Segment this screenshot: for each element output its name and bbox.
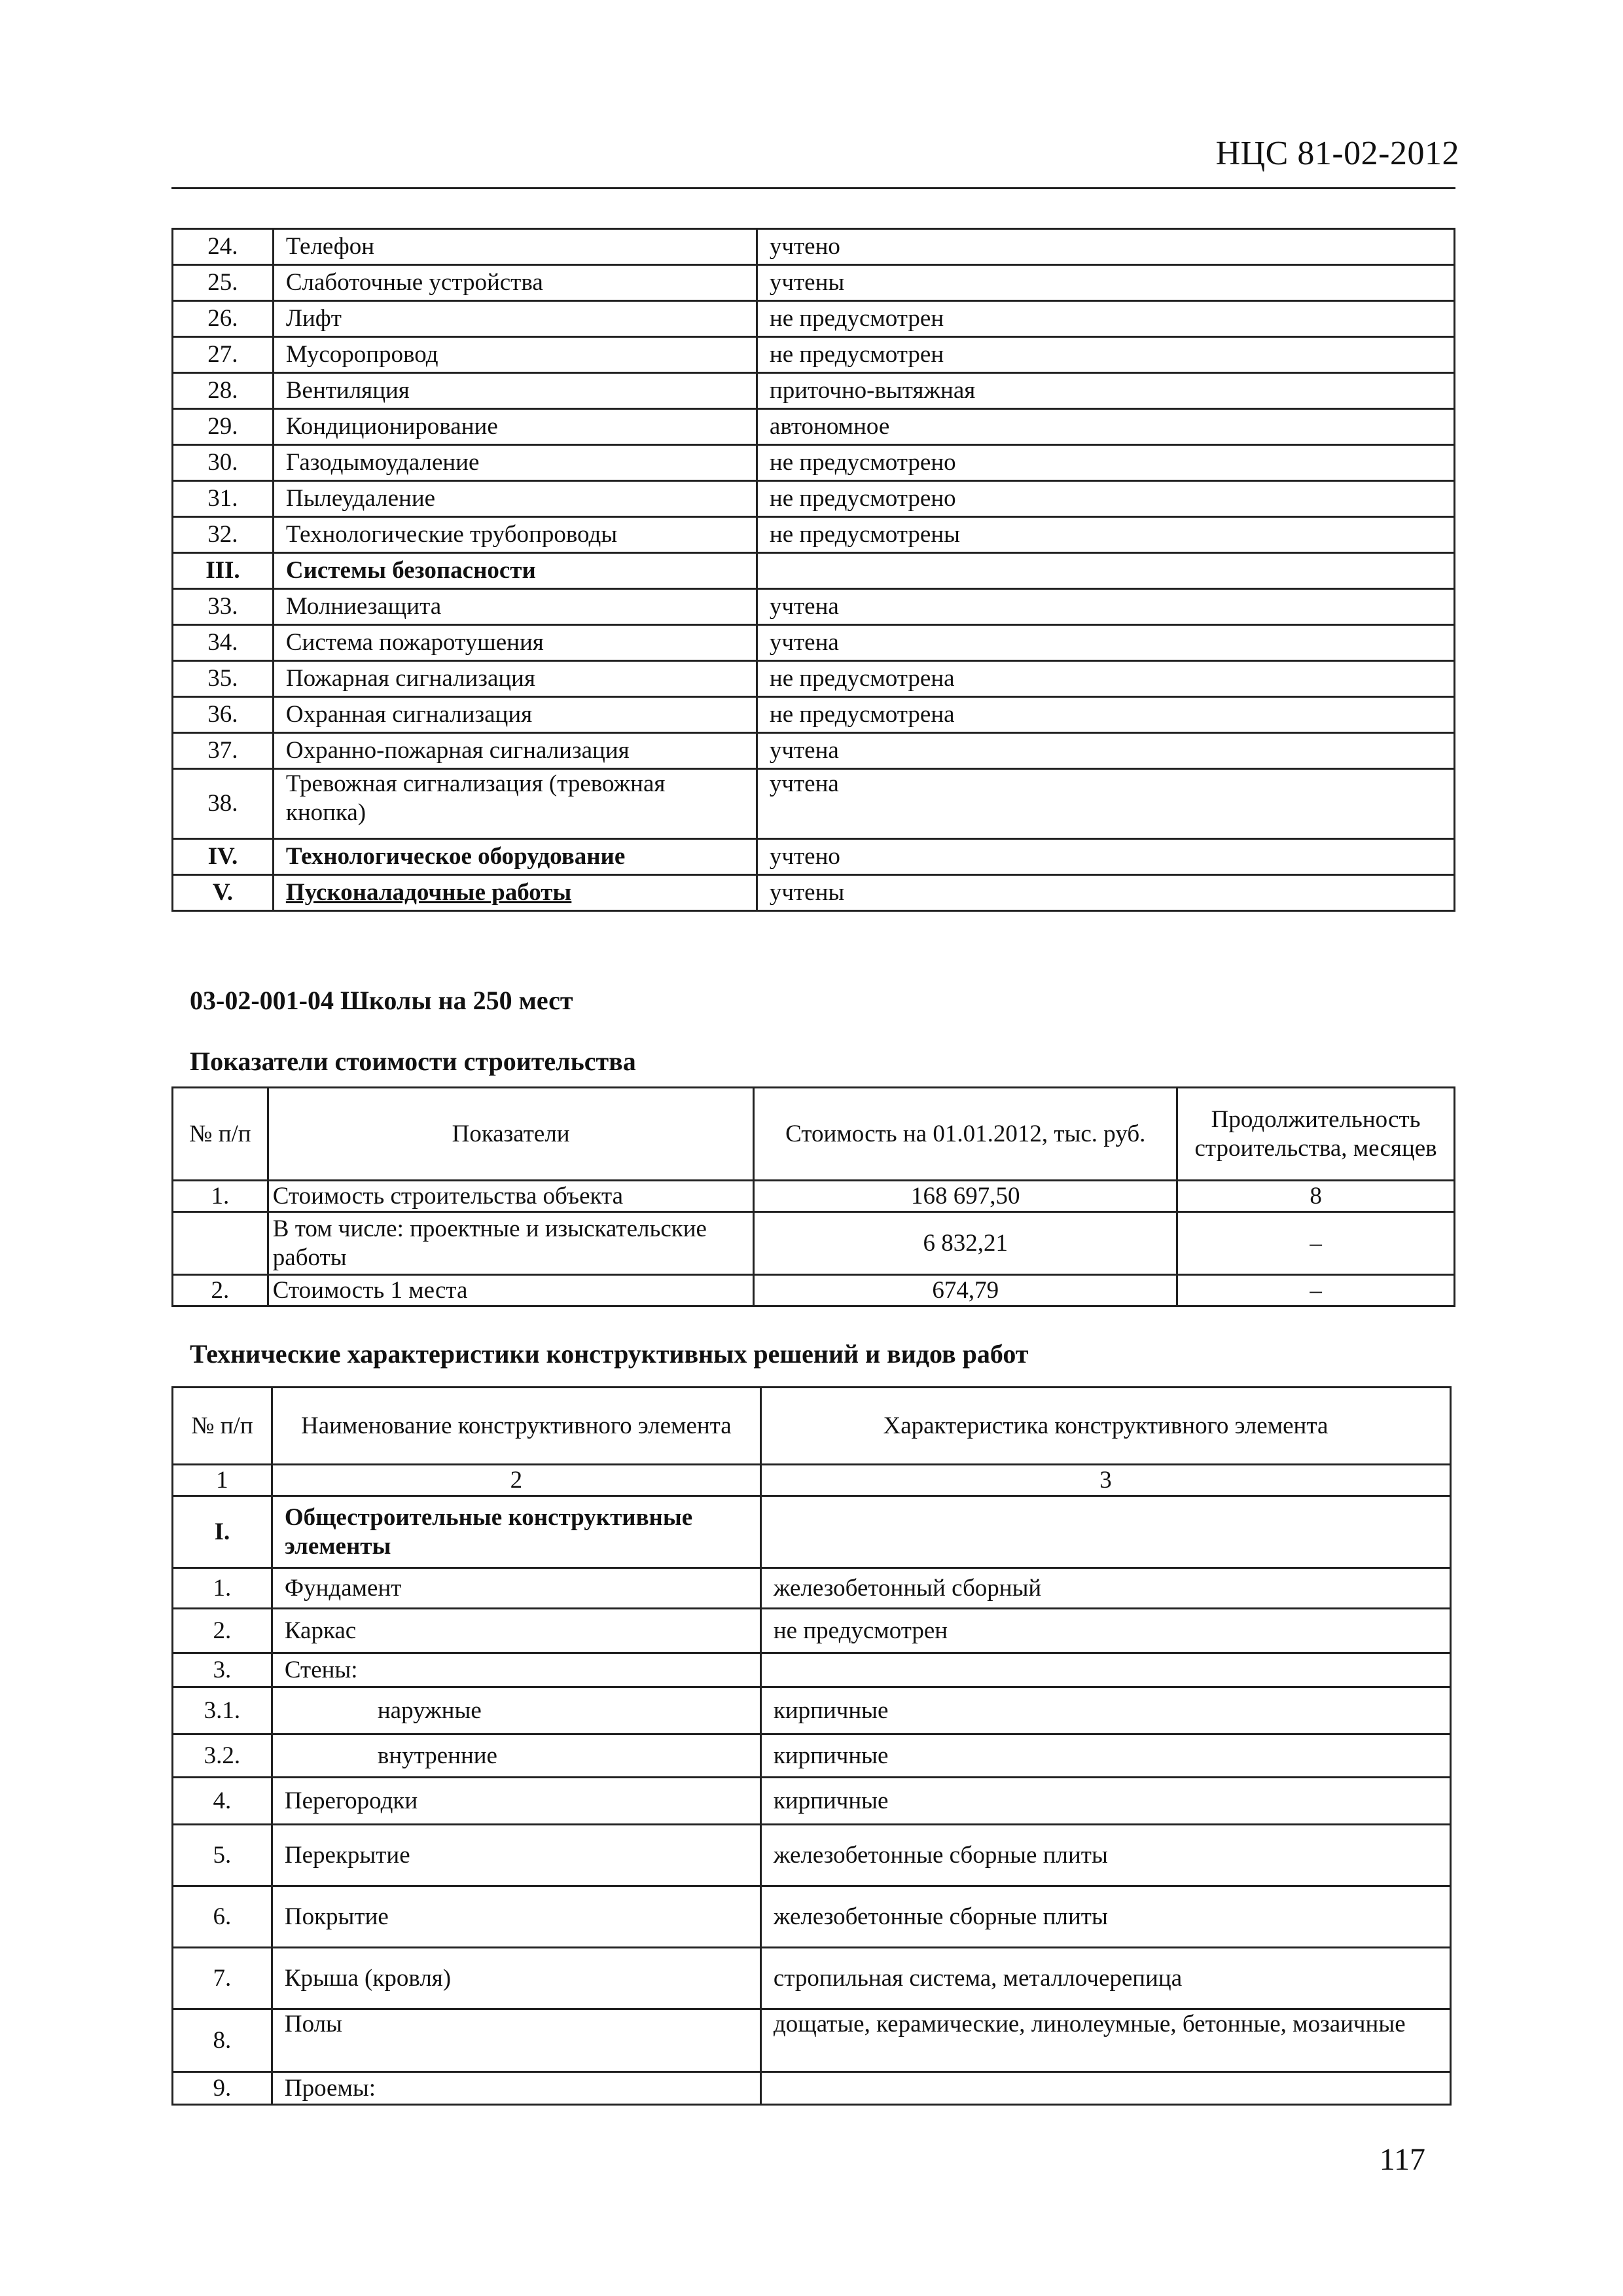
table-header-row — [173, 1388, 1451, 1465]
row-name: Мусоропровод — [273, 337, 757, 373]
row-number: 28. — [173, 373, 274, 409]
row-name: Стоимость строительства объекта — [268, 1181, 754, 1212]
row-value: не предусмотрена — [757, 697, 1454, 733]
row-name: Технологические трубопроводы — [273, 517, 757, 553]
table-row — [173, 301, 1455, 337]
row-cost: 6 832,21 — [754, 1212, 1177, 1275]
row-name: Перегородки — [272, 1778, 760, 1825]
tech-characteristics-table — [171, 1386, 1452, 2106]
row-number: 37. — [173, 733, 274, 769]
row-value — [760, 1653, 1450, 1687]
col-header-characteristic: Характеристика конструктивного элемента — [760, 1388, 1450, 1465]
row-name: В том числе: проектные и изыскательские работы — [268, 1212, 754, 1275]
row-value: не предусмотрена — [757, 661, 1454, 697]
row-value: учтены — [757, 875, 1454, 911]
row-name: Пожарная сигнализация — [273, 661, 757, 697]
table-row — [173, 481, 1455, 517]
row-number: 24. — [173, 229, 274, 265]
row-name: Вентиляция — [273, 373, 757, 409]
row-name: Фундамент — [272, 1568, 760, 1609]
table-row — [173, 1181, 1455, 1212]
row-number: 30. — [173, 445, 274, 481]
section-number: I. — [173, 1496, 272, 1568]
row-value: железобетонный сборный — [760, 1568, 1450, 1609]
row-number: 34. — [173, 625, 274, 661]
table-row — [173, 409, 1455, 445]
row-value: дощатые, керамические, линолеумные, бетонные, мозаичные — [760, 2009, 1450, 2072]
table-row — [173, 265, 1455, 301]
row-value: не предусмотрен — [757, 337, 1454, 373]
row-number: 7. — [173, 1948, 272, 2009]
cost-indicators-table — [171, 1086, 1455, 1307]
table-row — [173, 445, 1455, 481]
col-header-element-name: Наименование конструктивного элемента — [272, 1388, 760, 1465]
row-number: 3.1. — [173, 1687, 272, 1734]
table-row — [173, 589, 1455, 625]
row-name: Тревожная сигнализация (тревожная кнопка) — [273, 769, 757, 839]
table-row — [173, 1825, 1451, 1886]
table-row — [173, 1653, 1451, 1687]
table-row — [173, 517, 1455, 553]
row-cost: 674,79 — [754, 1275, 1177, 1306]
table-row — [173, 2072, 1451, 2105]
section-row — [173, 839, 1455, 875]
row-value: кирпичные — [760, 1687, 1450, 1734]
row-name: наружные — [272, 1687, 760, 1734]
table-row — [173, 1778, 1451, 1825]
row-value: учтена — [757, 733, 1454, 769]
row-duration: 8 — [1177, 1181, 1455, 1212]
row-value: учтена — [757, 625, 1454, 661]
row-value: учтена — [757, 769, 1454, 839]
table-row — [173, 697, 1455, 733]
section-name: Технологическое оборудование — [273, 839, 757, 875]
section-row — [173, 553, 1455, 589]
col-header-indicator: Показатели — [268, 1088, 754, 1181]
row-number: 35. — [173, 661, 274, 697]
row-name: Лифт — [273, 301, 757, 337]
table-row — [173, 1734, 1451, 1778]
section-row — [173, 1496, 1451, 1568]
table-row — [173, 1568, 1451, 1609]
row-number — [173, 1212, 268, 1275]
section-name: Системы безопасности — [273, 553, 757, 589]
row-number: 4. — [173, 1778, 272, 1825]
col-header-number: № п/п — [173, 1388, 272, 1465]
row-duration: – — [1177, 1275, 1455, 1306]
row-value: учтено — [757, 229, 1454, 265]
row-number: 29. — [173, 409, 274, 445]
row-number: 2. — [173, 1609, 272, 1653]
document-code: НЦС 81-02-2012 — [1215, 135, 1459, 172]
row-number: 26. — [173, 301, 274, 337]
table-row — [173, 1275, 1455, 1306]
row-value — [760, 2072, 1450, 2105]
table-row — [173, 625, 1455, 661]
section-number: III. — [173, 553, 274, 589]
row-value: не предусмотрен — [757, 301, 1454, 337]
row-number: 1. — [173, 1568, 272, 1609]
section-code-title: 03-02-001-04 Школы на 250 мест — [190, 986, 573, 1015]
section-number: IV. — [173, 839, 274, 875]
row-number: 5. — [173, 1825, 272, 1886]
section-name: Пусконаладочные работы — [273, 875, 757, 911]
row-name: Кондиционирование — [273, 409, 757, 445]
table-row — [173, 733, 1455, 769]
col-number: 3 — [760, 1465, 1450, 1496]
row-value: автономное — [757, 409, 1454, 445]
row-name: Охранная сигнализация — [273, 697, 757, 733]
row-number: 27. — [173, 337, 274, 373]
table-row — [173, 1886, 1451, 1948]
row-value: не предусмотрен — [760, 1609, 1450, 1653]
row-name: Покрытие — [272, 1886, 760, 1948]
header-rule — [171, 187, 1455, 189]
row-value: не предусмотрено — [757, 445, 1454, 481]
section-number: V. — [173, 875, 274, 911]
row-value: не предусмотрено — [757, 481, 1454, 517]
col-header-cost: Стоимость на 01.01.2012, тыс. руб. — [754, 1088, 1177, 1181]
col-number: 2 — [272, 1465, 760, 1496]
row-name: Проемы: — [272, 2072, 760, 2105]
table-row — [173, 769, 1455, 839]
row-name: Молниезащита — [273, 589, 757, 625]
row-name: внутренние — [272, 1734, 760, 1778]
row-number: 3. — [173, 1653, 272, 1687]
engineering-systems-table — [171, 228, 1455, 912]
row-number: 8. — [173, 2009, 272, 2072]
row-name: Полы — [272, 2009, 760, 2072]
cost-indicators-title: Показатели стоимости строительства — [190, 1047, 636, 1076]
row-value: приточно-вытяжная — [757, 373, 1454, 409]
row-value: учтено — [757, 839, 1454, 875]
column-number-row — [173, 1465, 1451, 1496]
table-row — [173, 661, 1455, 697]
row-number: 9. — [173, 2072, 272, 2105]
row-number: 1. — [173, 1181, 268, 1212]
table-header-row — [173, 1088, 1455, 1181]
row-name: Стены: — [272, 1653, 760, 1687]
section-name: Общестроительные конструктивные элементы — [272, 1496, 760, 1568]
row-value — [760, 1496, 1450, 1568]
row-number: 32. — [173, 517, 274, 553]
col-number: 1 — [173, 1465, 272, 1496]
row-number: 2. — [173, 1275, 268, 1306]
row-name: Система пожаротушения — [273, 625, 757, 661]
row-value: железобетонные сборные плиты — [760, 1825, 1450, 1886]
row-value — [757, 553, 1454, 589]
table-row — [173, 373, 1455, 409]
row-number: 33. — [173, 589, 274, 625]
row-value: учтена — [757, 589, 1454, 625]
row-name: Пылеудаление — [273, 481, 757, 517]
row-number: 6. — [173, 1886, 272, 1948]
table-row — [173, 1948, 1451, 2009]
table-row — [173, 1609, 1451, 1653]
row-name: Газодымоудаление — [273, 445, 757, 481]
row-number: 3.2. — [173, 1734, 272, 1778]
row-number: 31. — [173, 481, 274, 517]
row-name: Телефон — [273, 229, 757, 265]
section-row — [173, 875, 1455, 911]
row-name: Крыша (кровля) — [272, 1948, 760, 2009]
row-number: 38. — [173, 769, 274, 839]
table-row — [173, 229, 1455, 265]
row-value: не предусмотрены — [757, 517, 1454, 553]
row-value: железобетонные сборные плиты — [760, 1886, 1450, 1948]
table-row — [173, 1212, 1455, 1275]
page-number: 117 — [1379, 2142, 1425, 2177]
row-name: Охранно-пожарная сигнализация — [273, 733, 757, 769]
row-name: Перекрытие — [272, 1825, 760, 1886]
row-value: учтены — [757, 265, 1454, 301]
tech-characteristics-title: Технические характеристики конструктивных решений и видов работ — [190, 1339, 1029, 1369]
row-value: стропильная система, металлочерепица — [760, 1948, 1450, 2009]
row-name: Слаботочные устройства — [273, 265, 757, 301]
row-duration: – — [1177, 1212, 1455, 1275]
row-cost: 168 697,50 — [754, 1181, 1177, 1212]
row-number: 25. — [173, 265, 274, 301]
row-name: Каркас — [272, 1609, 760, 1653]
row-number: 36. — [173, 697, 274, 733]
table-row — [173, 1687, 1451, 1734]
row-value: кирпичные — [760, 1778, 1450, 1825]
row-value: кирпичные — [760, 1734, 1450, 1778]
col-header-duration: Продолжительность строительства, месяцев — [1177, 1088, 1455, 1181]
col-header-number: № п/п — [173, 1088, 268, 1181]
table-row — [173, 337, 1455, 373]
row-name: Стоимость 1 места — [268, 1275, 754, 1306]
table-row — [173, 2009, 1451, 2072]
